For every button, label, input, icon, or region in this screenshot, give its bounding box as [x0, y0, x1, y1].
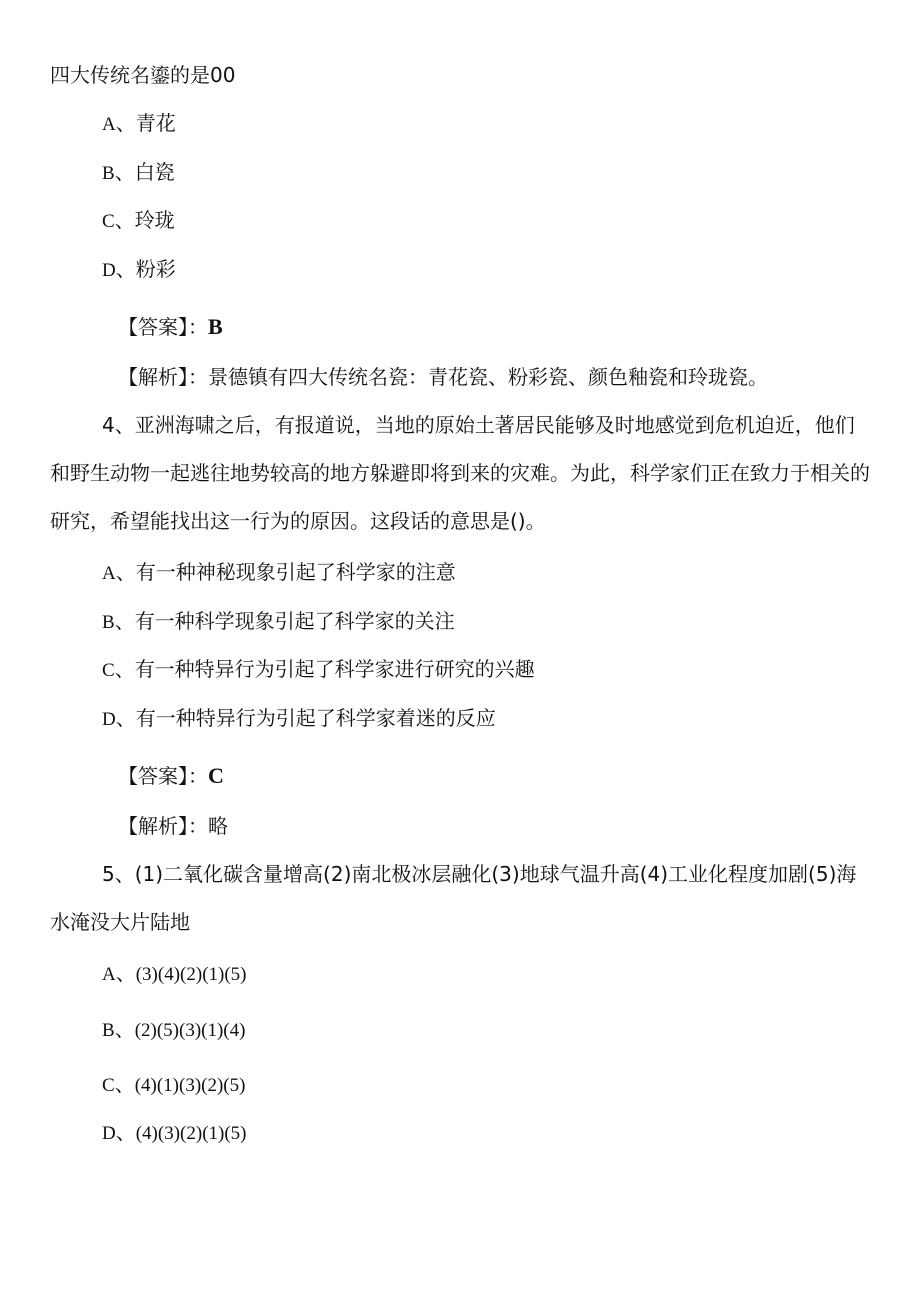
option-text: 玲珑 — [134, 208, 175, 232]
q3-option-d — [102, 256, 176, 284]
option-text: 粉彩 — [135, 257, 176, 281]
option-letter: B — [102, 1020, 115, 1041]
q5-stem: 5、(1)二氧化碳含量增高(2)南北极冰层融化(3)地球气温升高(4)工业化程度加剧(5)海水淹没大片陆地 — [50, 862, 857, 934]
analysis-label: 【解析】： — [118, 365, 208, 389]
option-text: (4)(3)(2)(1)(5) — [135, 1123, 247, 1144]
option-separator: 、 — [115, 257, 136, 281]
option-separator: 、 — [114, 1072, 135, 1096]
option-letter: B — [102, 612, 115, 633]
option-letter: C — [102, 1075, 115, 1096]
q4-answer — [118, 763, 224, 789]
analysis-label: 【解析】： — [118, 814, 208, 838]
option-letter: D — [102, 709, 116, 730]
q4-analysis — [118, 813, 228, 839]
q3-option-c — [102, 207, 175, 235]
q4-option-c — [102, 656, 535, 684]
q4-option-d — [102, 705, 496, 733]
option-text: 青花 — [135, 111, 176, 135]
option-letter: D — [102, 1123, 116, 1144]
q4-stem: 4、亚洲海啸之后，有报道说，当地的原始土著居民能够及时地感觉到危机迫近，他们和野生动物一起逃往地势较高的地方躲避即将到来的灾难。为此，科学家们正在致力于相关的研究，希望能找出这一行为的原因。这段话的意思是()。 — [50, 413, 870, 533]
option-text: 有一种科学现象引起了科学家的关注 — [134, 609, 455, 633]
option-text: (2)(5)(3)(1)(4) — [134, 1020, 246, 1041]
q5-option-b — [102, 1016, 245, 1044]
q5-option-c — [102, 1071, 245, 1099]
option-letter: C — [102, 211, 115, 232]
option-separator: 、 — [115, 706, 136, 730]
option-text: 有一种神秘现象引起了科学家的注意 — [135, 560, 456, 584]
option-separator: 、 — [115, 560, 136, 584]
option-separator: 、 — [114, 657, 135, 681]
option-separator: 、 — [114, 160, 135, 184]
q3-option-a — [102, 110, 176, 138]
analysis-text: 景德镇有四大传统名瓷：青花瓷、粉彩瓷、颜色釉瓷和玲珑瓷。 — [208, 365, 768, 389]
q5-option-a — [102, 960, 247, 988]
option-separator: 、 — [114, 208, 135, 232]
option-letter: A — [102, 964, 116, 985]
option-letter: D — [102, 260, 116, 281]
option-separator: 、 — [114, 1017, 135, 1041]
option-letter: A — [102, 563, 116, 584]
answer-label: 【答案】： — [118, 315, 208, 339]
q5-option-d — [102, 1119, 247, 1147]
q3-option-b — [102, 159, 175, 187]
option-text: 白瓷 — [134, 160, 175, 184]
option-text: (3)(4)(2)(1)(5) — [135, 964, 247, 985]
option-letter: A — [102, 114, 116, 135]
q3-answer — [118, 314, 223, 340]
q4-option-a — [102, 559, 456, 587]
answer-label: 【答案】： — [118, 764, 208, 788]
option-letter: C — [102, 660, 115, 681]
q3-stem: 四大传统名鎏的是00 — [50, 63, 236, 87]
option-letter: B — [102, 163, 115, 184]
option-separator: 、 — [114, 609, 135, 633]
option-separator: 、 — [115, 1120, 136, 1144]
analysis-text: 略 — [208, 814, 228, 838]
answer-value: C — [208, 763, 224, 788]
option-text: (4)(1)(3)(2)(5) — [134, 1075, 246, 1096]
option-text: 有一种特异行为引起了科学家进行研究的兴趣 — [134, 657, 535, 681]
option-text: 有一种特异行为引起了科学家着迷的反应 — [135, 706, 496, 730]
q4-option-b — [102, 608, 455, 636]
answer-value: B — [208, 314, 223, 339]
q3-analysis — [118, 364, 768, 390]
option-separator: 、 — [115, 961, 136, 985]
option-separator: 、 — [115, 111, 136, 135]
